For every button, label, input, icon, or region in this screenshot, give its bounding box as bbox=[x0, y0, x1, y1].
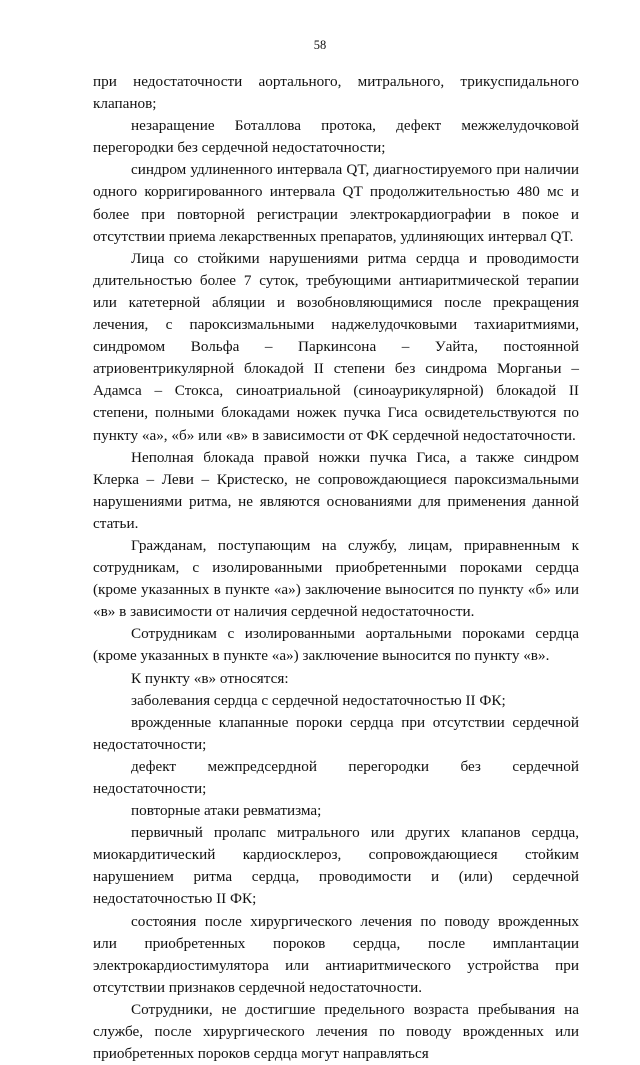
paragraph-long-qt: синдром удлиненного интервала QT, диагностируемого при наличии одного корригированного интервала QT продолжительностью 480 мс и более при повторной регистрации электрокардиографии в покое и отсутствии приема лекарственных препаратов, удлиняющих интервал QT. bbox=[93, 161, 579, 245]
list-item-valve-prolapse: первичный пролапс митрального или других клапанов сердца, миокардитический кардиосклероз, сопровождающиеся стойким нарушением ритма сердца, проводимости и (или) сердечной недостаточностью II ФК; bbox=[93, 824, 579, 908]
page-number: 58 bbox=[313, 38, 327, 52]
paragraph-rhythm-disorders: Лица со стойкими нарушениями ритма сердца и проводимости длительностью более 7 суток, требующими антиаритмической терапии или катетерной абляции и возобновляющимися после прекращения лечения, с пароксизмальными наджелудочковыми тахиаритмиями, синдромом Вольфа – Паркинсона – Уайта, постоянной атриовентрикулярной блокадой II степени без синдрома Морганьи – Адамса – Стокса, синоатриальной (синоаурикулярной) блокадой II степени, полными блокадами ножек пучка Гиса освидетельствуются по пункту «а», «б» или «в» в зависимости от ФК сердечной недостаточности. bbox=[93, 249, 579, 444]
paragraph-botallo-duct: незаращение Боталлова протока, дефект межжелудочковой перегородки без сердечной недостаточности; bbox=[93, 117, 579, 157]
list-item-heart-failure-ii: заболевания сердца с сердечной недостаточностью II ФК; bbox=[131, 691, 506, 709]
document-body bbox=[93, 71, 579, 1065]
paragraph-incomplete-block: Неполная блокада правой ножки пучка Гиса, а также синдром Клерка – Леви – Кристеско, не сопровождающиеся пароксизмальными нарушениями ритма, не являются основаниями для применения данной статьи. bbox=[93, 448, 579, 532]
list-item-atrial-septal-defect: дефект межпредсердной перегородки без сердечной недостаточности; bbox=[93, 757, 579, 797]
paragraph-employees-post-surgery: Сотрудники, не достигшие предельного возраста пребывания на службе, после хирургического лечения по поводу врожденных или приобретенных пороков сердца могут направляться bbox=[93, 1000, 579, 1063]
paragraph-point-v-intro: К пункту «в» относятся: bbox=[131, 669, 289, 687]
paragraph-employees-aortic-defects: Сотрудникам с изолированными аортальными пороками сердца (кроме указанных в пункте «а») заключение выносится по пункту «в». bbox=[93, 625, 579, 665]
paragraph-valve-insufficiency: при недостаточности аортального, митрального, трикуспидального клапанов; bbox=[93, 73, 579, 113]
paragraph-citizens-acquired-defects: Гражданам, поступающим на службу, лицам, приравненным к сотрудникам, с изолированными приобретенными пороками сердца (кроме указанных в пункте «а») заключение выносится по пункту «б» или «в» в зависимости от наличия сердечной недостаточности. bbox=[93, 536, 579, 621]
list-item-post-surgery-states: состояния после хирургического лечения по поводу врожденных или приобретенных пороков сердца, после имплантации электрокардиостимулятора или антиаритмического устройства при отсутствии признаков сердечной недостаточности. bbox=[93, 912, 579, 996]
list-item-rheumatism-attacks: повторные атаки ревматизма; bbox=[131, 802, 322, 820]
list-item-congenital-valve-defects: врожденные клапанные пороки сердца при отсутствии сердечной недостаточности; bbox=[93, 713, 579, 753]
